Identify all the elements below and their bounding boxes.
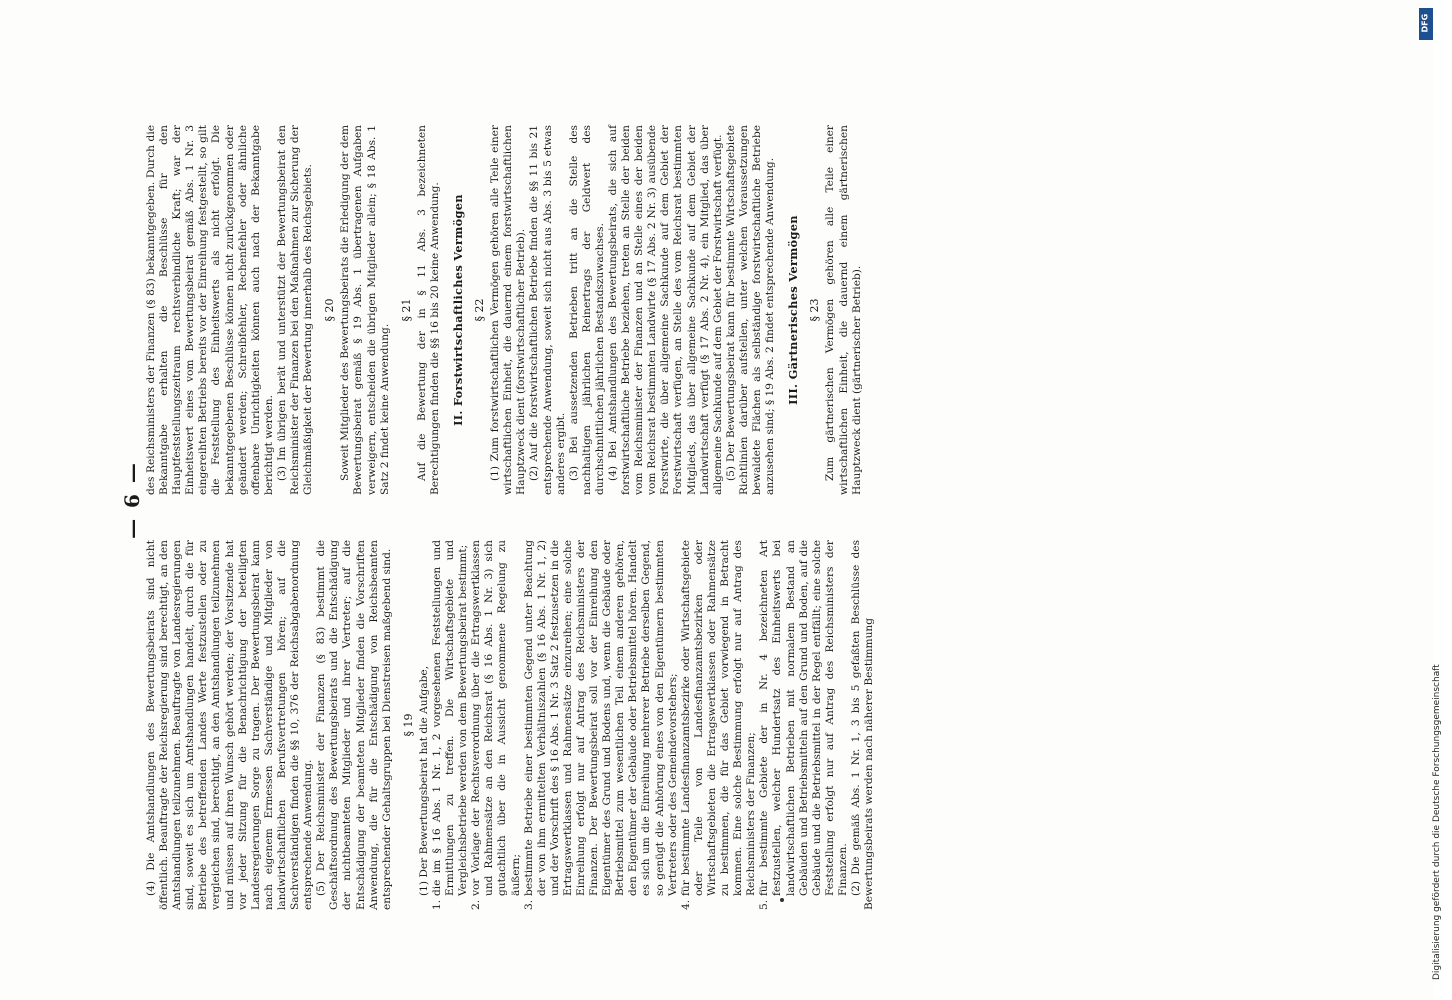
paragraph: (5) Der Reichsminister der Finanzen (§ 83) bestimmt die Geschäftsordnung des Bewertungsbeirats und die Entschädigung der nichtbeamteten Mitglieder und ihrer Vertreter; auf die Entschädigung der beamteten Mitglieder finden die Vorschriften Anwendung, die für die Entschädigung von Reichsbeamten entsprechender Gehaltsgruppen bei Dienstreisen maßgebend sind.	[315, 540, 393, 910]
item-text: für bestimmte Landesfinanzamtsbezirke oder Wirtschaftsgebiete oder Teile von Landesfinanzamtsbezirken oder Wirtschaftsgebieten die Ertragswertklassen oder Rahmensätze zu bestimmen, die für das Gebiet vorwiegend in Betracht kommen. Eine solche Bestimmung erfolgt nur auf Antrag des Reichsministers der Finanzen;	[679, 540, 758, 896]
enumerated-item	[470, 540, 522, 910]
right-column	[145, 125, 864, 495]
paragraph: (4) Die Amtshandlungen des Bewertungsbeirats sind nicht öffentlich. Beauftragte der Reichsregierung sind berechtigt, an den Amtshandlungen teilzunehmen. Beauftragte von Landesregierungen sind, soweit es sich um Amtshandlungen handelt, durch die für Betriebe des betreffenden Landes Werte festzustellen oder zu vergleichen sind, berechtigt, an den Amtshandlungen teilzunehmen und müssen auf ihren Wunsch gehört werden; der Vorsitzende hat vor jeder Sitzung für die Benachrichtigung der beteiligten Landesregierungen Sorge zu tragen. Der Bewertungsbeirat kann nach eigenem Ermessen Sachverständige und Mitglieder von landwirtschaftlichen Berufsvertretungen hören; auf die Sachverständigen finden die §§ 10, 376 der Reichsabgabenordnung entsprechende Anwendung.	[145, 540, 315, 910]
item-number: 1.	[430, 899, 443, 910]
paragraph: (4) Bei Amtshandlungen des Bewertungsbeirats, die sich auf forstwirtschaftliche Betriebe beziehen, treten an Stelle der beiden vom Reichsminister der Finanzen und an Stelle eines der beiden vom Reichsrat bestimmten Landwirte (§ 17 Abs. 2 Nr. 3) ausübende Forstwirte, die über allgemeine Sachkunde auf dem Gebiet der Forstwirtschaft verfügen, an Stelle des vom Reichsrat bestimmten Mitglieds, das über allgemeine Sachkunde auf dem Gebiet der Landwirtschaft verfügt (§ 17 Abs. 2 Nr. 4), ein Mitglied, das über allgemeine Sachkunde auf dem Gebiet der Forstwirtschaft verfügt.	[607, 125, 724, 495]
paragraph: Zum gärtnerischen Vermögen gehören alle Teile einer wirtschaftlichen Einheit, die dauernd einem gärtnerischen Hauptzweck dient (gärtnerischer Betrieb).	[824, 125, 863, 495]
paragraph: (3) Im übrigen berät und unterstützt der Bewertungsbeirat den Reichsminister der Finanzen bei den Maßnahmen zur Sicherung der Gleichmäßigkeit der Bewertung innerhalb des Reichsgebiets.	[275, 125, 315, 495]
item-text: vor Vorlage der Rechtsverordnung über die Ertragswertklassen und Rahmensätze an den Reichsrat (§ 16 Abs. 1 Nr. 3) sich gutachtlich über die in Aussicht genommene Regelung zu äußern;	[470, 540, 522, 896]
paragraph: (2) Die gemäß Abs. 1 Nr. 1, 3 bis 5 gefaßten Beschlüsse des Bewertungsbeirats werden nach näherer Bestimmung	[849, 540, 876, 910]
enumerated-item	[523, 540, 680, 910]
section-number: § 22	[473, 298, 487, 322]
paragraph: (3) Bei aussetzenden Betrieben tritt an die Stelle des nachhaltigen jährlichen Reinertrags der Geldwert des durchschnittlichen jährlichen Bestandszuwachses.	[567, 125, 606, 495]
section-number: § 21	[399, 298, 413, 322]
paragraph: Soweit Mitglieder des Bewertungsbeirats die Erledigung der dem Bewertungsbeirat gemäß § 19 Abs. 1 übertragenen Aufgaben verweigern, entscheiden die übrigen Mitglieder allein; § 18 Abs. 1 Satz 2 findet keine Anwendung.	[339, 125, 391, 495]
page-number: — 6 —	[120, 461, 144, 539]
item-number: 3.	[522, 899, 535, 910]
dfg-logo: DFG	[1419, 8, 1433, 40]
paragraph: des Reichsministers der Finanzen (§ 83) bekanntgegeben. Durch die Bekanntgabe erhalten die Beschlüsse für den Hauptfeststellungszeitraum rechtsverbindliche Kraft; war der Einheitswert eines vom Bewertungsbeirat gemäß Abs. 1 Nr. 3 eingereihten Betriebs bereits vor der Einreihung festgestellt, so gilt die Feststellung des Einheitswerts als nicht erfolgt. Die bekanntgegebenen Beschlüsse können nicht zurückgenommen oder geändert werden; Schreibfehler, Rechenfehler oder ähnliche offenbare Unrichtigkeiten können auch nach der Bekanntgabe berichtigt werden.	[145, 125, 275, 495]
credit-text: Digitalisierung gefördert durch die Deutsche Forschungsgemeinschaft	[1432, 664, 1442, 980]
section-heading: II. Forstwirtschaftliches Vermögen	[450, 194, 465, 426]
section-number: § 19	[401, 713, 415, 737]
item-number: 2.	[470, 899, 483, 910]
enumerated-item	[758, 540, 850, 910]
scan-speck	[780, 898, 784, 902]
enumerated-item	[680, 540, 759, 910]
paragraph: (5) Der Bewertungsbeirat kann für bestimmte Wirtschaftsgebiete Richtlinien darüber aufstellen, unter welchen Voraussetzungen bewaldete Flächen als selbständige forstwirtschaftliche Betriebe anzusehen sind; § 19 Abs. 2 findet entsprechende Anwendung.	[724, 125, 777, 495]
section-heading: III. Gärtnerisches Vermögen	[786, 215, 801, 405]
paragraph: (2) Auf die forstwirtschaftlichen Betriebe finden die §§ 11 bis 21 entsprechende Anwendung, soweit sich nicht aus Abs. 3 bis 5 etwas anderes ergibt.	[528, 125, 567, 495]
digitization-credit	[1412, 300, 1452, 980]
paragraph: (1) Der Bewertungsbeirat hat die Aufgabe,	[417, 665, 430, 896]
section-number: § 20	[323, 298, 337, 322]
item-text: die im § 16 Abs. 1 Nr. 1, 2 vorgesehenen Feststellungen und Ermittlungen zu treffen. Die Wirtschaftsgebiete und Vergleichsbetriebe werden von dem Bewertungsbeirat bestimmt;	[430, 540, 470, 896]
paragraph: (1) Zum forstwirtschaftlichen Vermögen gehören alle Teile einer wirtschaftlichen Einheit, die dauernd einem forstwirtschaftlichen Hauptzweck dient (forstwirtschaftlicher Betrieb).	[489, 125, 528, 495]
item-text: bestimmte Betriebe einer bestimmten Gegend unter Beachtung der von ihm ermittelten Verhältniszahlen (§ 16 Abs. 1 Nr. 1, 2) und der Vorschrift des § 16 Abs. 1 Nr. 3 Satz 2 festzusetzen in die Ertragswertklassen und Rahmensätze einzureihen; eine solche Einreihung erfolgt nur auf Antrag des Reichsministers der Finanzen. Der Bewertungsbeirat soll vor der Einreihung den Eigentümer des Grund und Bodens und, wenn die Gebäude oder Betriebsmittel zum wesentlichen Teil einem anderen gehören, den Eigentümer der Gebäude oder Betriebsmittel hören. Handelt es sich um die Einreihung mehrerer Betriebe derselben Gegend, so genügt die Anhörung eines von den Eigentümern bestimmten Vertreters oder des Gemeindevorstehers;	[522, 540, 679, 896]
item-number: 5.	[758, 899, 771, 910]
left-column	[145, 540, 876, 910]
section-number: § 23	[808, 298, 822, 322]
rotated-document-page	[50, 50, 1450, 950]
paragraph: Auf die Bewertung der in § 11 Abs. 3 bezeichneten Berechtigungen finden die §§ 16 bis 20 keine Anwendung.	[415, 125, 441, 495]
item-text: für bestimmte Gebiete der in Nr. 4 bezeichneten Art festzustellen, welcher Hundertsatz des Einheitswerts bei landwirtschaftlichen Betrieben mit normalem Bestand an Gebäuden und Betriebsmitteln auf den Grund und Boden, auf die Gebäude und die Betriebsmittel in der Regel entfällt; eine solche Feststellung erfolgt nur auf Antrag des Reichsministers der Finanzen.	[758, 540, 849, 896]
item-number: 4.	[679, 899, 692, 910]
enumerated-item	[431, 540, 470, 910]
